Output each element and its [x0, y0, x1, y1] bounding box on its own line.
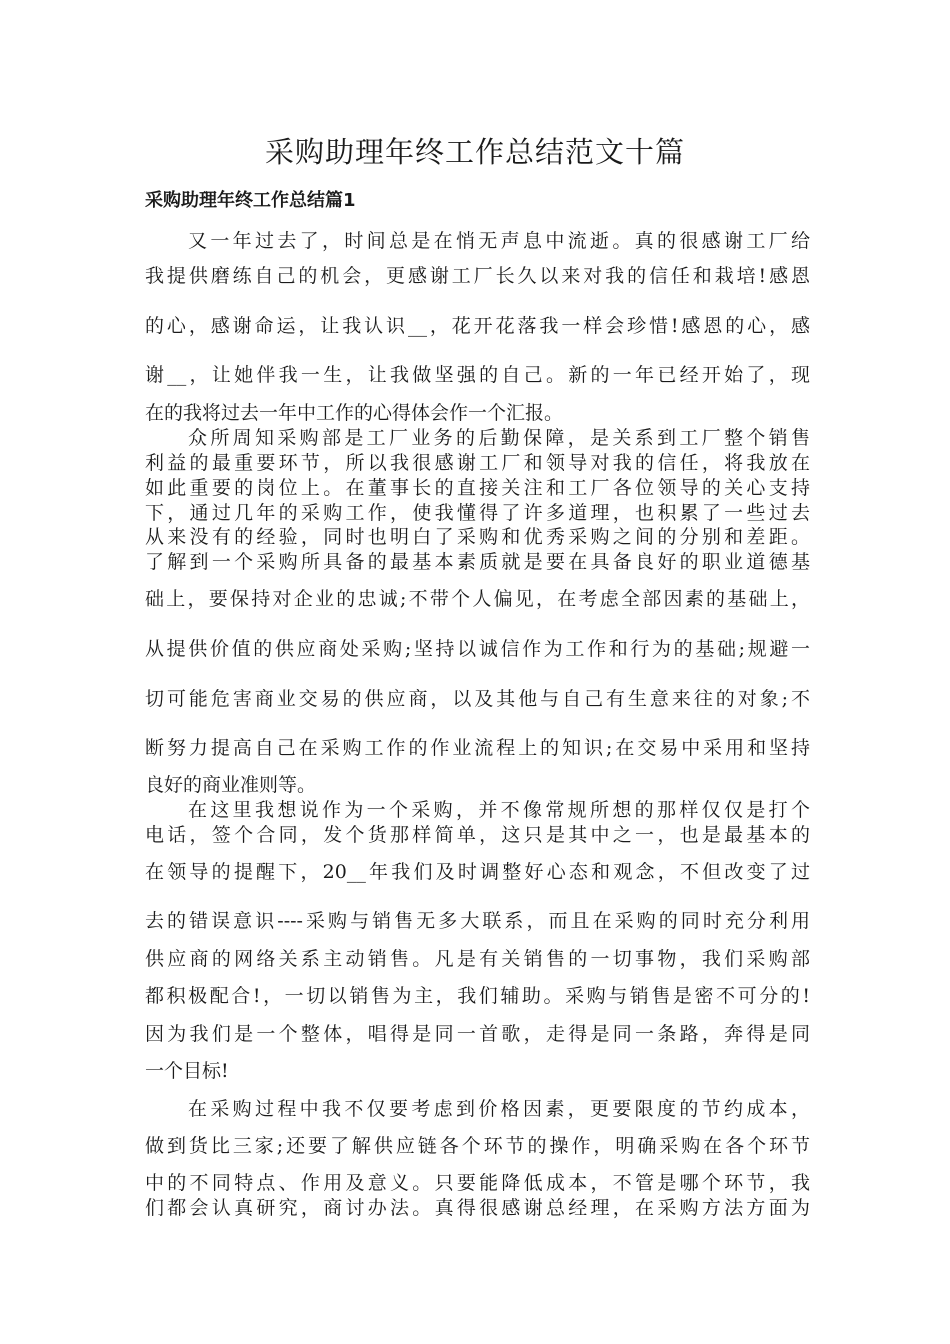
paragraph-line: 从提供价值的供应商处采购;坚持以诚信作为工作和行为的基础;规避一 — [145, 638, 810, 660]
paragraph-line: 们都会认真研究，商讨办法。真得很感谢总经理，在采购方法方面为 — [145, 1197, 810, 1219]
paragraph-line: 础上，要保持对企业的忠诚;不带个人偏见，在考虑全部因素的基础上， — [145, 588, 810, 610]
paragraph-line: 都积极配合!，一切以销售为主，我们辅助。采购与销售是密不可分的! — [145, 985, 810, 1007]
paragraph-line: 切可能危害商业交易的供应商，以及其他与自己有生意来往的对象;不 — [145, 688, 810, 710]
paragraph-line: 一个目标! — [145, 1060, 229, 1082]
paragraph-line: 做到货比三家;还要了解供应链各个环节的操作，明确采购在各个环节 — [145, 1135, 810, 1157]
paragraph-line: 在采购过程中我不仅要考虑到价格因素，更要限度的节约成本， — [188, 1098, 810, 1120]
paragraph-line: 因为我们是一个整体，唱得是同一首歌，走得是同一条路，奔得是同 — [145, 1023, 810, 1045]
paragraph-line: 我提供磨练自己的机会，更感谢工厂长久以来对我的信任和栽培!感恩 — [145, 265, 810, 287]
paragraph-line: 从来没有的经验，同时也明白了采购和优秀采购之间的分别和差距。 — [145, 526, 810, 548]
paragraph-line: 众所周知采购部是工厂业务的后勤保障，是关系到工厂整个销售 — [188, 427, 810, 449]
paragraph-line: 如此重要的岗位上。在董事长的直接关注和工厂各位领导的关心支持 — [145, 477, 810, 499]
paragraph-line: 良好的商业准则等。 — [145, 774, 317, 796]
section-heading: 采购助理年终工作总结篇1 — [145, 190, 356, 211]
paragraph-line: 断努力提高自己在采购工作的作业流程上的知识;在交易中采用和坚持 — [145, 737, 810, 759]
document-title: 采购助理年终工作总结范文十篇 — [264, 135, 685, 169]
paragraph-line: 利益的最重要环节，所以我很感谢工厂和领导对我的信任，将我放在 — [145, 452, 810, 474]
paragraph-line: 电话，签个合同，发个货那样简单，这只是其中之一，也是最基本的 — [145, 824, 810, 846]
paragraph-line: 供应商的网络关系主动销售。凡是有关销售的一切事物，我们采购部 — [145, 948, 810, 970]
paragraph-line: 在这里我想说作为一个采购，并不像常规所想的那样仅仅是打个 — [188, 799, 810, 821]
paragraph-line: 中的不同特点、作用及意义。只要能降低成本，不管是哪个环节，我 — [145, 1172, 810, 1194]
paragraph-line: 又一年过去了，时间总是在悄无声息中流逝。真的很感谢工厂给 — [188, 230, 810, 252]
paragraph-line: 下，通过几年的采购工作，使我懂得了许多道理，也积累了一些过去 — [145, 502, 810, 524]
paragraph-line: 在的我将过去一年中工作的心得体会作一个汇报。 — [145, 402, 564, 424]
paragraph-line: 了解到一个采购所具备的最基本素质就是要在具备良好的职业道德基 — [145, 551, 810, 573]
paragraph-line: 在领导的提醒下，20__年我们及时调整好心态和观念，不但改变了过 — [145, 861, 810, 883]
paragraph-line: 谢__，让她伴我一生，让我做坚强的自己。新的一年已经开始了，现 — [145, 364, 810, 386]
paragraph-line: 去的错误意识----采购与销售无多大联系，而且在采购的同时充分利用 — [145, 910, 810, 932]
paragraph-line: 的心，感谢命运，让我认识__，花开花落我一样会珍惜!感恩的心，感 — [145, 315, 810, 337]
